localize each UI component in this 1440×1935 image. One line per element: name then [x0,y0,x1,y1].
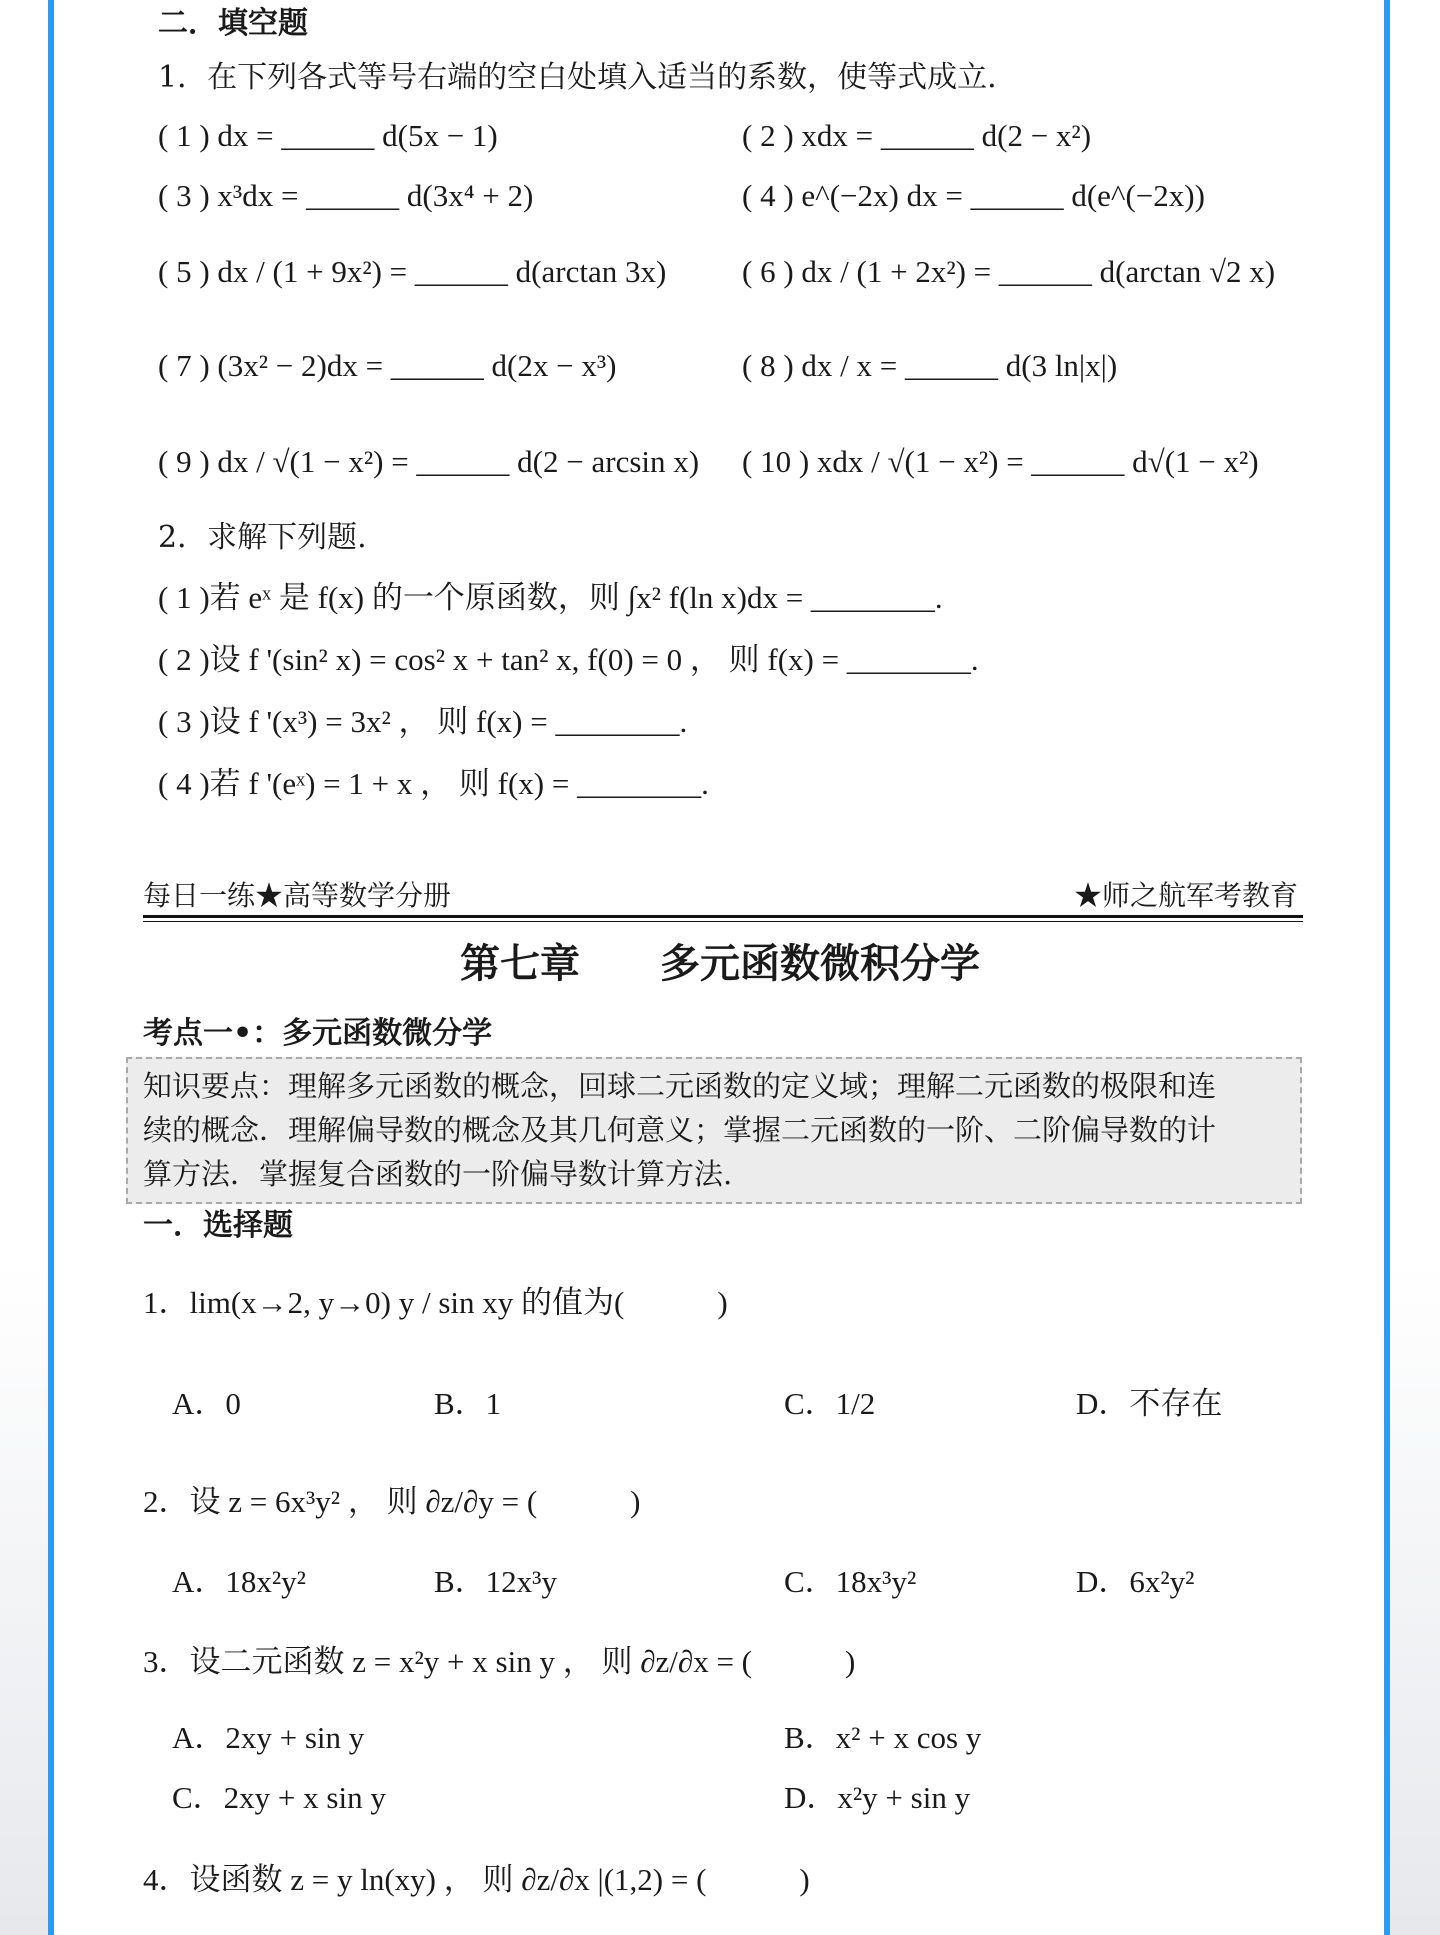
choice-q3-option-c: C．2xy + x sin y [172,1780,386,1815]
q1-item-7: ( 7 ) (3x² − 2)dx = ______ d(2x − x³) [158,348,617,383]
choice-q1-option-d: D．不存在 [1076,1386,1223,1421]
q1-item-4: ( 4 ) e^(−2x) dx = ______ d(e^(−2x)) [742,178,1205,213]
q1-item-9: ( 9 ) dx / √(1 − x²) = ______ d(2 − arcsin x) [158,444,700,479]
choice-q2-option-d: D．6x²y² [1076,1564,1195,1599]
knowledge-line-2: 续的概念．理解偏导数的概念及其几何意义；掌握二元函数的一阶、二阶偏导数的计 [143,1113,1217,1147]
kaodian-heading: 考点一•：多元函数微分学 [143,1016,493,1051]
q2-item-2: ( 2 )设 f '(sin² x) = cos² x + tan² x, f(0) = 0 ， 则 f(x) = ________. [158,642,979,677]
choice-q2-stem: 2．设 z = 6x³y² ， 则 ∂z/∂y = ( ) [143,1484,641,1519]
q1-item-5: ( 5 ) dx / (1 + 9x²) = ______ d(arctan 3x) [158,254,667,289]
right-shadow [1390,1260,1440,1935]
left-shadow [0,1260,48,1935]
header-right: ★师之航军考教育 [1073,879,1298,912]
header-rule-thick [143,915,1303,918]
choice-q2-option-c: C．18x³y² [784,1564,917,1599]
q1-intro: 1．在下列各式等号右端的空白处填入适当的系数，使等式成立. [158,60,997,95]
choice-q1-option-a: A．0 [172,1386,241,1421]
section-heading-choice: 一．选择题 [143,1208,293,1243]
q2-intro: 2．求解下列题. [158,520,367,555]
choice-q1-option-c: C．1/2 [784,1386,876,1421]
q1-item-6: ( 6 ) dx / (1 + 2x²) = ______ d(arctan √2 x) [742,254,1276,289]
q2-item-1: ( 1 )若 eˣ 是 f(x) 的一个原函数，则 ∫x² f(ln x)dx = ________. [158,580,943,615]
header-rule-thin [143,921,1303,922]
header-left: 每日一练★高等数学分册 [143,879,452,912]
q1-item-10: ( 10 ) xdx / √(1 − x²) = ______ d√(1 − x²) [742,444,1259,479]
q1-item-1: ( 1 ) dx = ______ d(5x − 1) [158,118,498,153]
chapter-title: 第七章 多元函数微积分学 [460,940,980,987]
q2-item-3: ( 3 )设 f '(x³) = 3x² ， 则 f(x) = ________. [158,704,688,739]
choice-q3-option-a: A．2xy + sin y [172,1720,365,1755]
knowledge-line-1: 知识要点：理解多元函数的概念，回球二元函数的定义域；理解二元函数的极限和连 [143,1069,1217,1103]
q1-item-8: ( 8 ) dx / x = ______ d(3 ln|x|) [742,348,1118,383]
choice-q1-option-b: B．1 [434,1386,502,1421]
choice-q2-option-b: B．12x³y [434,1564,557,1599]
choice-q4-stem: 4．设函数 z = y ln(xy) ， 则 ∂z/∂x |(1,2) = ( ) [143,1862,810,1897]
q1-item-2: ( 2 ) xdx = ______ d(2 − x²) [742,118,1092,153]
choice-q3-option-d: D．x²y + sin y [784,1780,971,1815]
section-heading-fill: 二．填空题 [158,6,308,41]
choice-q1-stem: 1．lim(x→2, y→0) y / sin xy 的值为( ) [143,1285,728,1320]
choice-q2-option-a: A．18x²y² [172,1564,306,1599]
knowledge-line-3: 算方法．掌握复合函数的一阶偏导数计算方法. [143,1157,733,1191]
q2-item-4: ( 4 )若 f '(eˣ) = 1 + x ， 则 f(x) = ________. [158,766,709,801]
choice-q3-option-b: B．x² + x cos y [784,1720,982,1755]
choice-q3-stem: 3．设二元函数 z = x²y + x sin y ， 则 ∂z/∂x = ( ) [143,1644,856,1679]
q1-item-3: ( 3 ) x³dx = ______ d(3x⁴ + 2) [158,178,534,213]
